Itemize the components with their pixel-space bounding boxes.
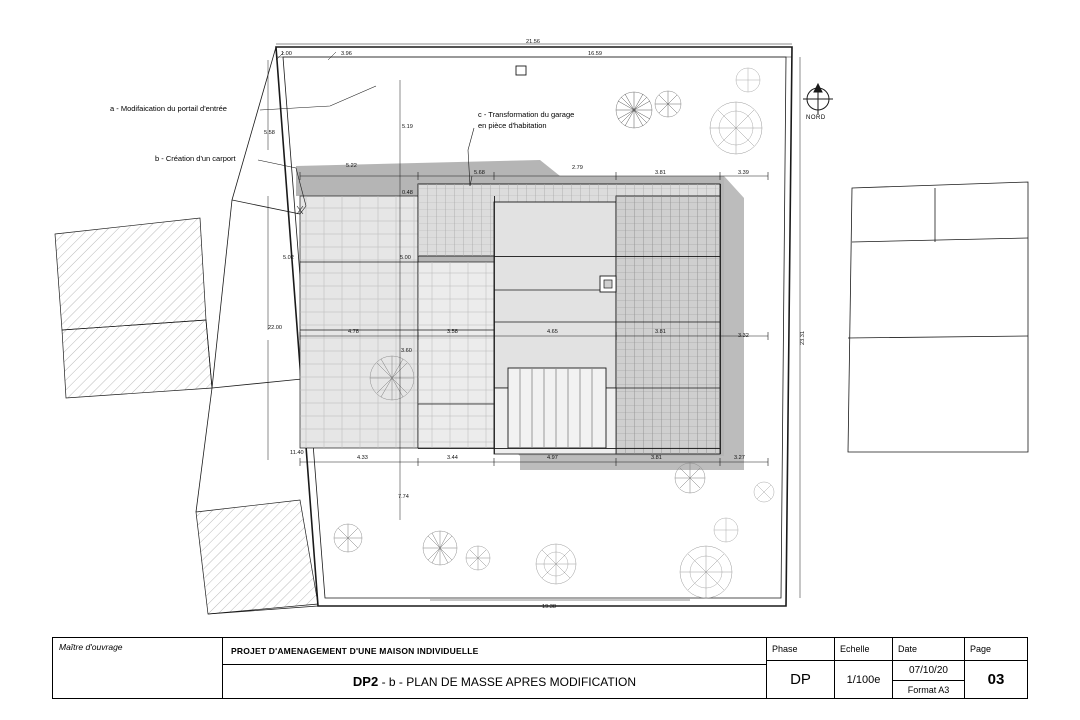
dim-row1-2: 2.79: [572, 165, 583, 171]
dim-left-1140: 11.40: [290, 450, 304, 456]
dim-row1-3: 3.81: [655, 170, 666, 176]
annotation-c-line2: en pièce d'habitation: [478, 121, 547, 130]
dim-774: 7.74: [398, 494, 409, 500]
phase-value: DP: [790, 671, 811, 688]
scale-value: 1/100e: [846, 673, 881, 686]
annotation-b: b - Création d'un carport: [155, 154, 236, 163]
annotation-c-line1: c - Transformation du garage: [478, 110, 575, 119]
scale-cell: [835, 638, 893, 698]
date-label: Date: [893, 638, 964, 661]
dim-360: 3.60: [401, 348, 412, 354]
project-cell: [223, 638, 767, 698]
date-cell: [893, 638, 965, 698]
page-cell: [965, 638, 1027, 698]
dim-top-b: 16.59: [588, 51, 602, 57]
owner-label: Maître d'ouvrage: [59, 642, 123, 652]
dim-500: 5.00: [400, 255, 411, 261]
dim-row3-4: 3.27: [734, 455, 745, 461]
page-label: Page: [965, 638, 1027, 661]
neighbour-parcels-right: [848, 182, 1028, 452]
dim-502: 5.02: [283, 255, 294, 261]
sheet-title: [223, 665, 766, 698]
format-value: Format A3: [907, 684, 950, 695]
title-block: [52, 637, 1028, 699]
annotation-a: a - Modifaication du portail d'entrée: [110, 104, 227, 113]
neighbour-parcels-left: [55, 218, 318, 614]
compass-rose: [803, 84, 833, 114]
project-title: PROJET D'AMENAGEMENT D'UNE MAISON INDIVIDUELLE: [223, 638, 766, 665]
phase-cell: [767, 638, 835, 698]
dim-left-2200: 22.00: [268, 325, 282, 331]
dim-row1-1: 5.68: [474, 170, 485, 176]
scale-label: Echelle: [835, 638, 892, 661]
dim-row2-4: 3.32: [738, 333, 749, 339]
entrance-gate-marker: [516, 66, 526, 75]
dim-row2-2: 4.65: [547, 329, 558, 335]
dim-top-overall: 21.56: [526, 39, 540, 45]
dim-row3-0: 4.33: [357, 455, 368, 461]
owner-cell: [53, 638, 223, 698]
dim-top-a: 3.96: [341, 51, 352, 57]
date-value: 07/10/20: [893, 661, 964, 681]
dim-row1-0: 5.22: [346, 163, 357, 169]
dim-row2-1: 3.58: [447, 329, 458, 335]
dim-left-558: 5.58: [264, 130, 275, 136]
dim-row3-3: 3.81: [651, 455, 662, 461]
phase-label: Phase: [767, 638, 834, 661]
dim-row2-3: 3.81: [655, 329, 666, 335]
page-value: 03: [987, 671, 1005, 688]
dim-519: 5.19: [402, 124, 413, 130]
dim-row2-0: 4.78: [348, 329, 359, 335]
dim-row1-4: 3.39: [738, 170, 749, 176]
dim-top-small: 1.00: [281, 51, 292, 57]
dim-bottom-overall: 19.38: [542, 604, 556, 610]
dim-row3-2: 4.97: [547, 455, 558, 461]
sheet-code: DP2: [352, 674, 379, 689]
dim-row1-small: 0.48: [402, 190, 413, 196]
compass-label: NORD: [806, 115, 826, 121]
sheet-name: - b - PLAN DE MASSE APRES MODIFICATION: [381, 674, 637, 689]
neighbour-parcels-left-lines: [196, 320, 312, 512]
dim-right-2331: 23.31: [800, 331, 806, 345]
dim-row3-1: 3.44: [447, 455, 458, 461]
